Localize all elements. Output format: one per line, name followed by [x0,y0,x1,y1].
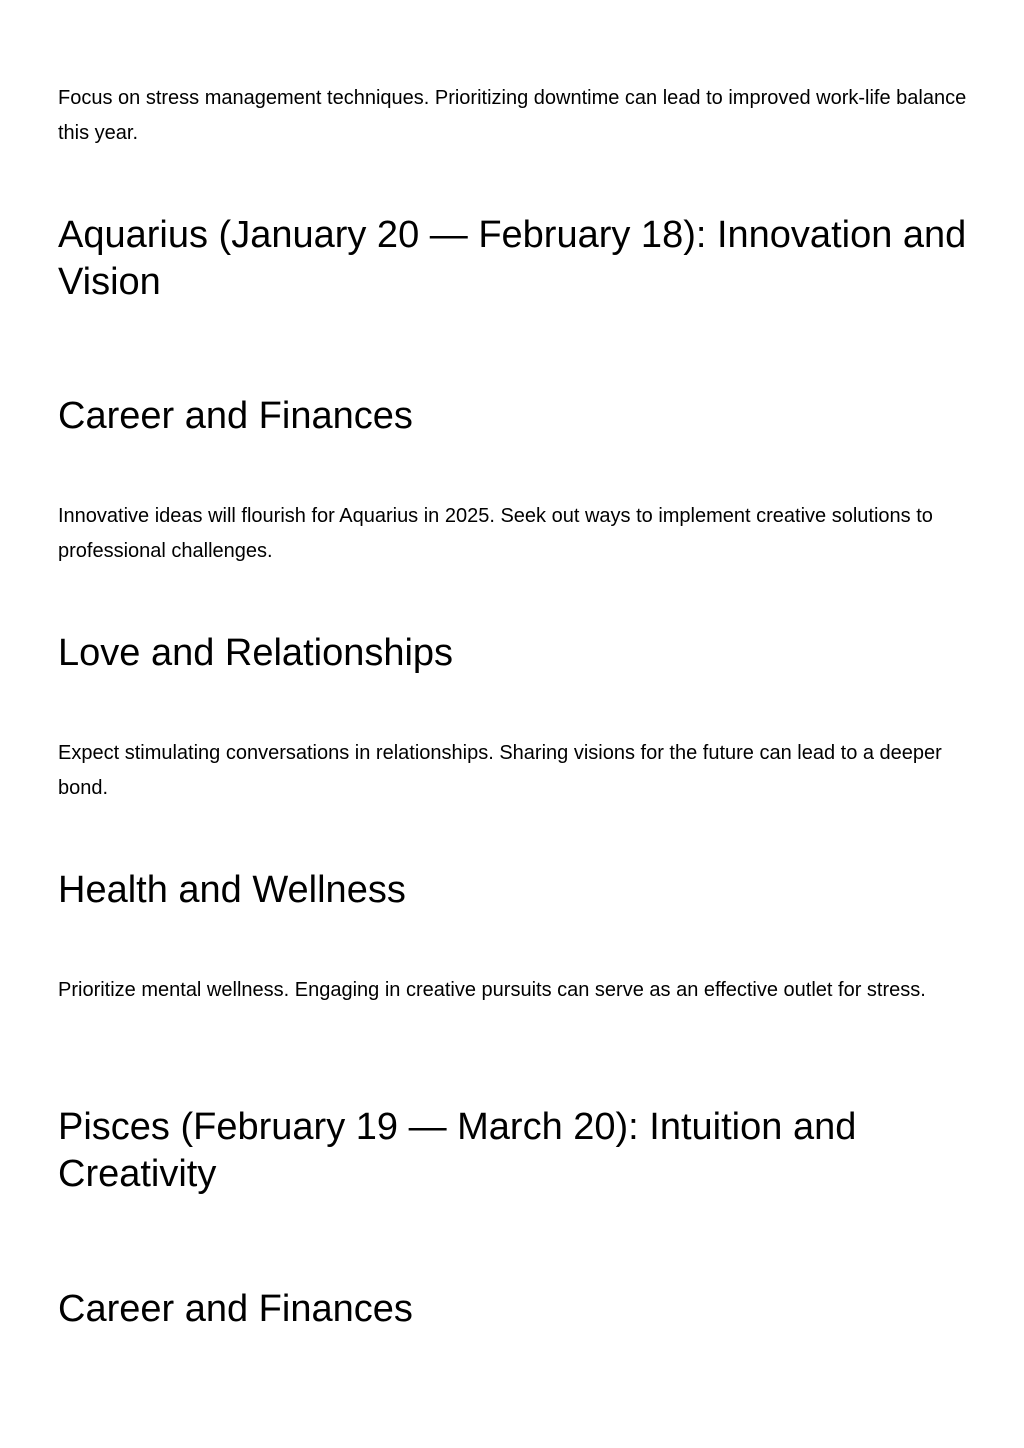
aquarius-heading: Aquarius (January 20 — February 18): Innovation and Vision [58,214,967,303]
aquarius-love-heading: Love and Relationships [58,632,454,674]
aquarius-health-heading: Health and Wellness [58,869,406,911]
intro-paragraph: Focus on stress management techniques. Prioritizing downtime can lead to improved work-life balance this year. [58,87,967,144]
aquarius-health-text: Prioritize mental wellness. Engaging in creative pursuits can serve as an effective outlet for stress. [58,979,926,1001]
pisces-career-heading: Career and Finances [58,1288,413,1330]
pisces-heading: Pisces (February 19 — March 20): Intuition and Creativity [58,1106,857,1195]
aquarius-career-heading: Career and Finances [58,395,413,437]
aquarius-love-text: Expect stimulating conversations in relationships. Sharing visions for the future can lead to a deeper bond. [58,742,942,799]
aquarius-career-text: Innovative ideas will flourish for Aquarius in 2025. Seek out ways to implement creative solutions to professional challenges. [58,505,933,562]
